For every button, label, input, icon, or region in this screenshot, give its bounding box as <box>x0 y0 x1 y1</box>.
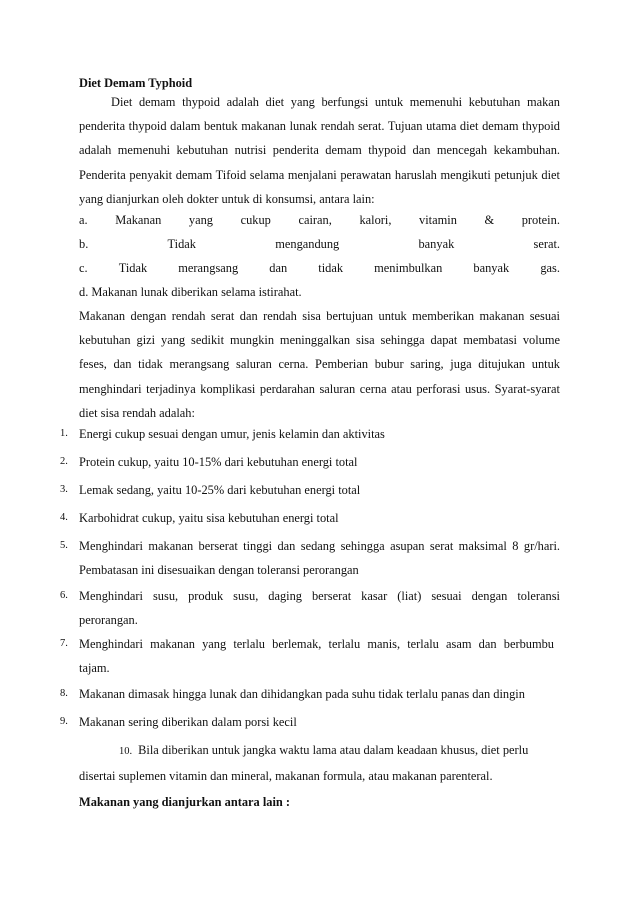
list-item-text: Menghindari susu, produk susu, daging berserat kasar (liat) sesuai dengan toleransi <box>79 589 560 603</box>
list-item <box>60 534 560 582</box>
sublist-word: protein. <box>521 213 560 227</box>
list-item <box>60 422 560 446</box>
sublist-word: Tidak <box>118 261 148 275</box>
section-heading: Diet Demam Typhoid <box>79 76 193 90</box>
list-item-text: Makanan sering diberikan dalam porsi kecil <box>79 715 297 729</box>
list-number: 2. <box>60 456 68 467</box>
list-item-text: Bila diberikan untuk jangka waktu lama atau dalam keadaan khusus, diet perlu disertai suplemen vitamin dan mineral, makanan formula, atau makanan parenteral. <box>79 743 529 783</box>
sublist-word: & <box>484 213 495 227</box>
list-item-text: Menghindari makanan yang terlalu berlemak, terlalu manis, terlalu asam dan berbumbu <box>79 637 554 651</box>
list-item-text: Energi cukup sesuai dengan umur, jenis kelamin dan aktivitas <box>79 427 385 441</box>
sublist-word: a. <box>79 213 88 227</box>
list-item-text: Makanan dimasak hingga lunak dan dihidangkan pada suhu tidak terlalu panas dan dingin <box>79 687 525 701</box>
sublist-word: banyak <box>418 237 455 251</box>
sublist-word: gas. <box>540 261 560 275</box>
list-number: 9. <box>60 716 68 727</box>
list-item <box>60 584 560 632</box>
sublist-word: merangsang <box>178 261 239 275</box>
sublist-word: b. <box>79 237 89 251</box>
low-residue-paragraph <box>79 304 560 425</box>
sublist-item-a <box>79 208 560 232</box>
list-item <box>60 478 560 502</box>
intro-paragraph-text: Diet demam thypoid adalah diet yang berfungsi untuk memenuhi kebutuhan makan penderita thypoid dalam bentuk makanan lunak rendah serat. Tujuan utama diet demam thypoid adalah memenuhi kebutuhan nutrisi penderita demam thypoid dan mencegah kekambuhan. Penderita penyakit demam Tifoid selama menjalani perawatan haruslah mengikuti petunjuk diet yang dianjurkan oleh dokter untuk di konsumsi, antara lain: <box>79 95 560 206</box>
list-item-text: Karbohidrat cukup, yaitu sisa kebutuhan energi total <box>79 511 339 525</box>
list-item-text-continued: Pembatasan ini disesuaikan dengan toleransi perorangan <box>79 563 359 577</box>
list-number: 10. <box>119 746 133 757</box>
sublist-item-b <box>79 232 560 256</box>
list-item <box>60 450 560 474</box>
list-number: 7. <box>60 638 68 649</box>
list-item <box>60 710 560 734</box>
sublist-item-d: d. Makanan lunak diberikan selama istirahat. <box>79 285 302 299</box>
list-number: 3. <box>60 484 68 495</box>
sublist-item-c <box>79 256 560 280</box>
sublist-word: cukup <box>240 213 271 227</box>
sublist-word: dan <box>269 261 288 275</box>
list-item-10 <box>79 738 560 788</box>
list-item <box>60 632 560 680</box>
sublist-word: c. <box>79 261 88 275</box>
sublist-word: Tidak <box>167 237 196 251</box>
list-item <box>60 682 560 706</box>
low-residue-paragraph-text: Makanan dengan rendah serat dan rendah sisa bertujuan untuk memberikan makanan sesuai kebutuhan gizi yang sedikit mungkin meninggalkan sisa sehingga dapat membatasi volume feses, dan tidak merangsang saluran cerna. Pemberian bubur saring, juga ditujukan untuk menghindari terjadinya komplikasi perdarahan saluran cerna atau perforasi usus. Syarat-syarat diet sisa rendah adalah: <box>79 309 560 420</box>
sublist-word: Makanan <box>115 213 162 227</box>
list-item-text-continued: tajam. <box>79 661 110 675</box>
list-number: 8. <box>60 688 68 699</box>
list-item-text: Protein cukup, yaitu 10-15% dari kebutuhan energi total <box>79 455 358 469</box>
sublist-word: cairan, <box>298 213 332 227</box>
list-number: 5. <box>60 540 68 551</box>
list-item <box>60 506 560 530</box>
recommended-foods-heading: Makanan yang dianjurkan antara lain : <box>79 795 291 809</box>
list-item-text-continued: perorangan. <box>79 613 138 627</box>
list-item-text: Menghindari makanan berserat tinggi dan sedang sehingga asupan serat maksimal 8 gr/hari. <box>79 539 560 553</box>
list-number: 1. <box>60 428 68 439</box>
list-number: 4. <box>60 512 68 523</box>
sublist-word: menimbulkan <box>374 261 443 275</box>
sublist-word: kalori, <box>359 213 392 227</box>
sublist-word: banyak <box>473 261 510 275</box>
list-item-text: Lemak sedang, yaitu 10-25% dari kebutuhan energi total <box>79 483 361 497</box>
sublist-word: vitamin <box>419 213 457 227</box>
sublist-word: tidak <box>318 261 344 275</box>
sublist-word: mengandung <box>275 237 340 251</box>
sublist-word: yang <box>188 213 213 227</box>
list-number: 6. <box>60 590 68 601</box>
sublist-word: serat. <box>533 237 560 251</box>
intro-paragraph <box>79 90 560 211</box>
